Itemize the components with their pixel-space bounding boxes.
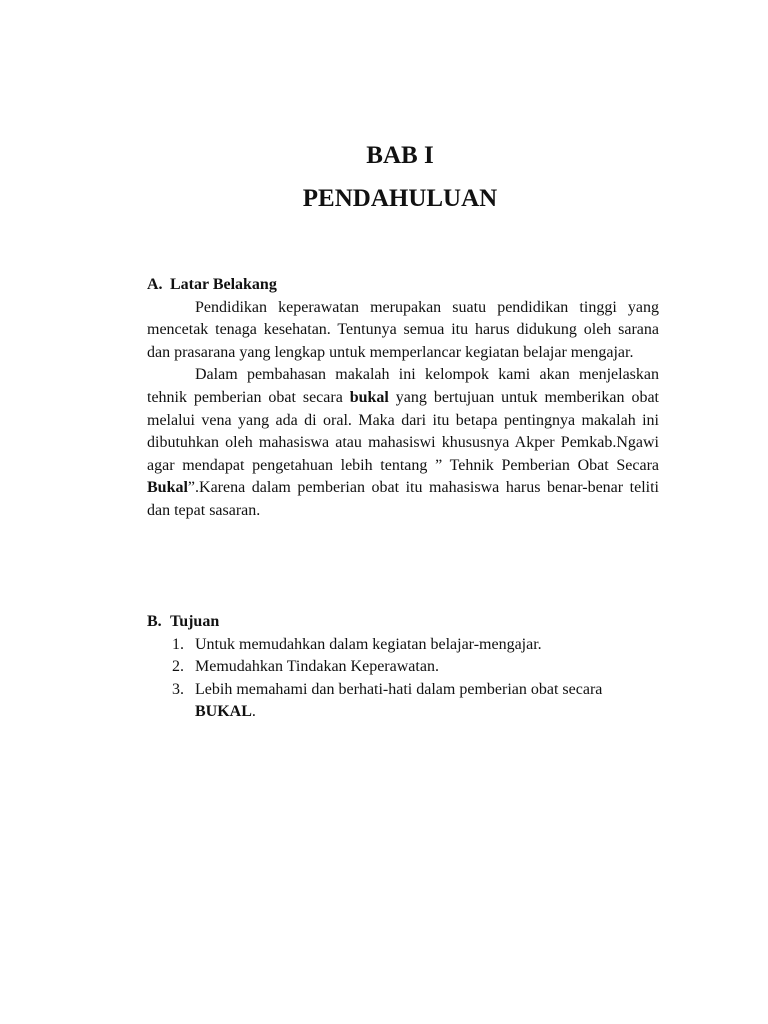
list-text-part: Lebih memahami dan berhati-hati dalam pemberian obat secara — [195, 680, 603, 698]
chapter-number: BAB I — [366, 142, 434, 169]
list-text — [195, 679, 659, 724]
section-latar-belakang — [147, 274, 659, 523]
section-heading-text: Latar Belakang — [170, 276, 277, 293]
list-text-tail: . — [251, 703, 256, 721]
chapter-title: PENDAHULUAN — [302, 185, 498, 212]
paragraph-2 — [147, 364, 659, 522]
list-item — [172, 679, 659, 724]
section-tujuan — [147, 611, 659, 724]
paragraph-2-bold-2: Bukal — [147, 479, 188, 497]
paragraph-2-bold-1: bukal — [349, 388, 389, 406]
paragraph-2-text-1: Dalam pembahasan makalah ini kelompok kami akan menjelaskan tehnik pemberian obat secara — [147, 366, 659, 406]
section-letter: A. — [147, 276, 163, 293]
list-text: Memudahkan Tindakan Keperawatan. — [195, 658, 439, 676]
list-number: 3. — [172, 680, 184, 698]
list-number: 1. — [172, 635, 184, 653]
list-item — [172, 634, 659, 657]
section-heading — [147, 274, 659, 297]
section-letter: B. — [147, 613, 162, 630]
section-heading-text: Tujuan — [170, 613, 220, 630]
objectives-list — [147, 634, 659, 724]
paragraph-1: Pendidikan keperawatan merupakan suatu pendidikan tinggi yang mencetak tenaga kesehatan. Tentunya semua itu harus didukung oleh sarana dan prasarana yang lengkap untuk memperlancar kegiatan belajar mengajar. — [147, 298, 659, 361]
paragraph-2-text-2: yang bertujuan untuk memberikan obat melalui vena yang ada di oral. Maka dari itu betapa pentingnya makalah ini dibutuhkan oleh mahasiswa atau mahasiswi khususnya Akper Pemkab.Ngawi agar mendapat pengetahuan lebih tentang ” Tehnik Pemberian Obat Secara — [147, 388, 659, 474]
list-number: 2. — [172, 658, 184, 676]
list-text-bold: BUKAL — [195, 703, 252, 721]
section-heading — [147, 611, 659, 634]
list-text: Untuk memudahkan dalam kegiatan belajar-mengajar. — [195, 635, 542, 653]
paragraph-2-text-3: ”.Karena dalam pemberian obat itu mahasiswa harus benar-benar teliti dan tepat sasaran. — [147, 479, 659, 519]
list-item — [172, 656, 659, 679]
